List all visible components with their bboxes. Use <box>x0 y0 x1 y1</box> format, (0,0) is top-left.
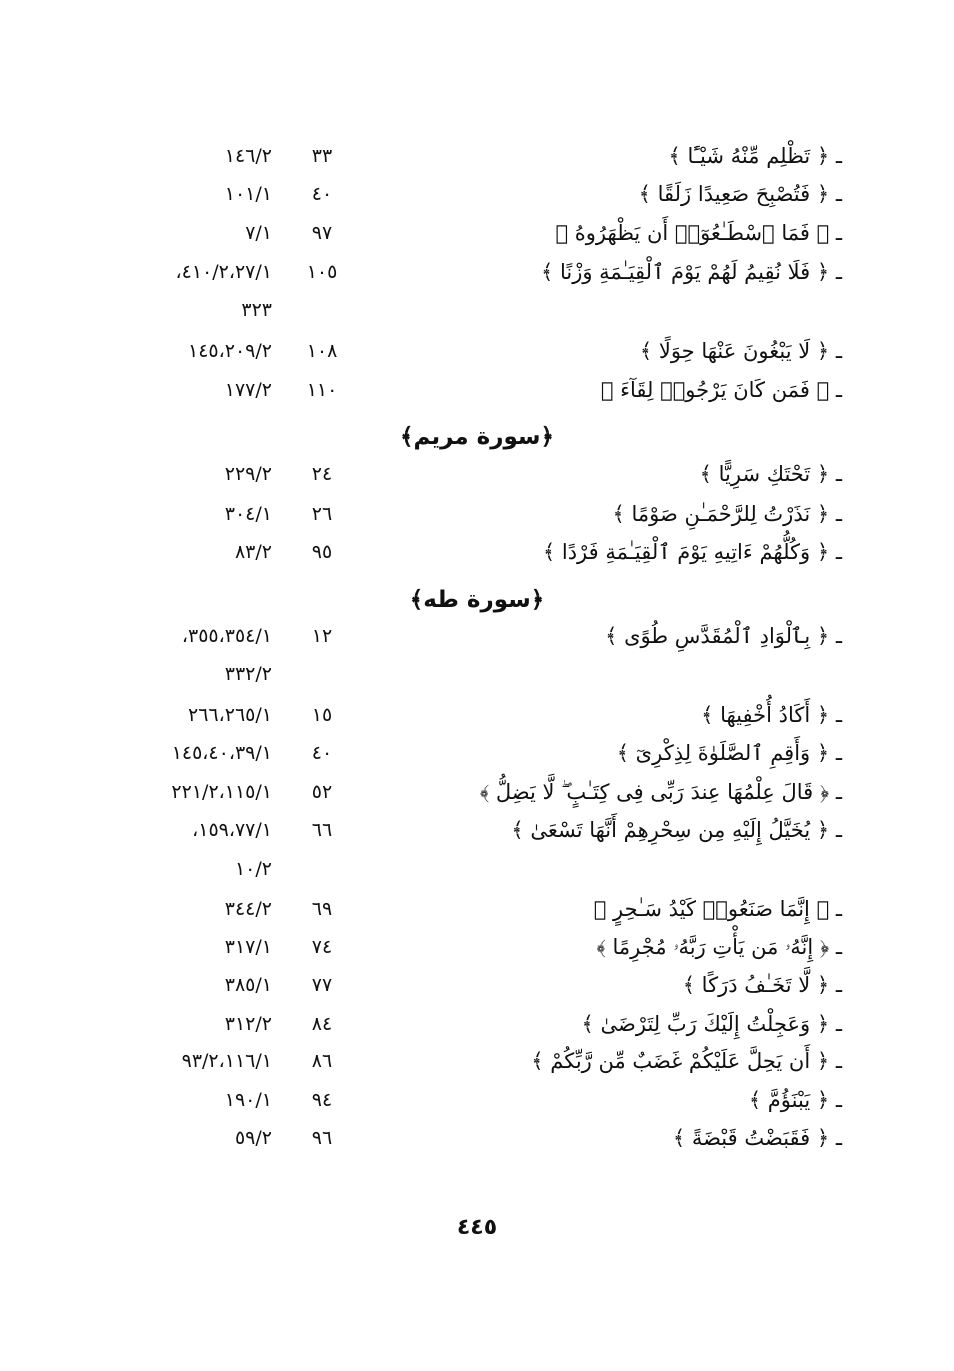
volume-page-reference: ٩٣/٢،١١٦/١ <box>181 1050 272 1072</box>
index-entry <box>0 928 954 966</box>
index-entry-continuation <box>0 291 954 329</box>
index-entry <box>0 1081 954 1119</box>
ayah-number: ٩٤ <box>311 1089 333 1111</box>
volume-page-reference: ٢٢١/٢،١١٥/١ <box>171 781 272 803</box>
volume-page-reference: ٣٨٥/١ <box>224 974 272 996</box>
volume-page-reference-continued: ٣٣٢/٢ <box>224 663 272 685</box>
index-entry <box>0 533 954 571</box>
index-entry <box>0 175 954 213</box>
ayah-number: ٤٠ <box>311 183 333 205</box>
volume-page-reference: ٣١٧/١ <box>224 936 272 958</box>
verse-text: ـ ﴿ لَّا تَخَـٰفُ دَرَكًا ﴾ <box>682 973 842 997</box>
volume-page-reference: ٢٢٩/٢ <box>224 463 272 485</box>
verse-text: ـ ﴿ لَا يَبْغُونَ عَنْهَا حِوَلًا ﴾ <box>639 339 842 363</box>
index-entry <box>0 773 954 811</box>
verse-text: ـ ﴿ إِنَّهُۥ مَن يَأْتِ رَبَّهُۥ مُجْرِمًا ﴾ <box>596 935 842 959</box>
verse-text: ـ ﴿ أَكَادُ أُخْفِيهَا ﴾ <box>701 703 842 727</box>
index-entry <box>0 371 954 409</box>
ayah-number: ٨٤ <box>311 1013 333 1035</box>
volume-page-reference: ٣٠٤/١ <box>224 503 272 525</box>
index-entry <box>0 890 954 928</box>
index-entry <box>0 137 954 175</box>
verse-text: ـ ﴿ فَلَا نُقِيمُ لَهُمْ يَوْمَ ٱلْقِيَـٰمَةِ وَزْنًا ﴾ <box>540 260 842 284</box>
ayah-number: ١٠٨ <box>306 340 338 362</box>
ayah-number: ١٢ <box>311 625 333 647</box>
index-entry <box>0 1005 954 1043</box>
ayah-number: ٢٦ <box>311 503 333 525</box>
index-entry <box>0 966 954 1004</box>
verse-text: ـ ﴿ بِٱلْوَادِ ٱلْمُقَدَّسِ طُوًى ﴾ <box>605 624 842 648</box>
volume-page-reference: ٣٤٤/٢ <box>224 898 272 920</box>
index-entry <box>0 734 954 772</box>
ayah-number: ٩٧ <box>311 222 333 244</box>
index-entry-continuation <box>0 655 954 693</box>
volume-page-reference-continued: ٣٢٣ <box>241 299 272 321</box>
volume-page-reference: ٣٥٥،٣٥٤/١، <box>181 625 272 647</box>
volume-page-reference: ١٩٠/١ <box>224 1089 272 1111</box>
ayah-number: ٦٩ <box>311 898 333 920</box>
volume-page-reference: ١٠١/١ <box>224 183 272 205</box>
surah-heading: ﴿سورة طه﴾ <box>409 587 545 613</box>
volume-page-reference: ٥٩/٢ <box>234 1127 272 1149</box>
ayah-number: ٣٣ <box>311 145 333 167</box>
ayah-number: ٩٦ <box>311 1127 333 1149</box>
index-entry <box>0 214 954 252</box>
index-entry-continuation <box>0 850 954 888</box>
verse-text: ـ ﴿ نَذَرْتُ لِلرَّحْمَـٰنِ صَوْمًا ﴾ <box>612 502 842 526</box>
verse-text: ـ ﴿ وَعَجِلْتُ إِلَيْكَ رَبِّ لِتَرْضَىٰ ﴾ <box>581 1012 842 1036</box>
volume-page-reference: ٣١٢/٢ <box>224 1013 272 1035</box>
index-entry <box>0 1042 954 1080</box>
verse-text: ـ ﴿ تَظْلِم مِّنْهُ شَيْـًٔا ﴾ <box>668 144 842 168</box>
ayah-number: ٩٥ <box>311 541 333 563</box>
ayah-number: ١٠٥ <box>306 261 338 283</box>
volume-page-reference-continued: ١٠/٢ <box>234 858 272 880</box>
volume-page-reference: ١٤٥،٤٠،٣٩/١ <box>171 742 272 764</box>
surah-heading: ﴿سورة مريم﴾ <box>399 424 555 450</box>
volume-page-reference: ١٤٦/٢ <box>224 145 272 167</box>
index-entry <box>0 617 954 655</box>
ayah-number: ١٥ <box>311 704 333 726</box>
ayah-number: ٨٦ <box>311 1050 333 1072</box>
ayah-number: ٤٠ <box>311 742 333 764</box>
index-entry <box>0 455 954 493</box>
ayah-number: ٦٦ <box>311 819 333 841</box>
ayah-number: ٧٧ <box>311 974 333 996</box>
page-number: ٤٤٥ <box>456 1215 498 1240</box>
verse-text: ـ ﴿ فَمَا ٱسْطَـٰعُوٓا۟ أَن يَظْهَرُوهُ ﴾ <box>555 221 842 245</box>
verse-text: ـ ﴿ وَأَقِمِ ٱلصَّلَوٰةَ لِذِكْرِىٓ ﴾ <box>616 741 842 765</box>
verse-text: ـ ﴿ إِنَّمَا صَنَعُوا۟ كَيْدُ سَـٰحِرٍ ﴾ <box>593 897 842 921</box>
index-entry <box>0 811 954 849</box>
verse-text: ـ ﴿ يُخَيَّلُ إِلَيْهِ مِن سِحْرِهِمْ أَنَّهَا تَسْعَىٰ ﴾ <box>511 818 842 842</box>
volume-page-reference: ١٧٧/٢ <box>224 379 272 401</box>
verse-text: ـ ﴿ وَكُلُّهُمْ ءَاتِيهِ يَوْمَ ٱلْقِيَـٰمَةِ فَرْدًا ﴾ <box>542 540 842 564</box>
ayah-number: ٧٤ <box>311 936 333 958</box>
verse-text: ـ ﴿ قَالَ عِلْمُهَا عِندَ رَبِّى فِى كِتَـٰبٍ ۖ لَّا يَضِلُّ ﴾ <box>479 780 842 804</box>
volume-page-reference: ٨٣/٢ <box>234 541 272 563</box>
verse-text: ـ ﴿ يَبْنَؤُمَّ ﴾ <box>748 1088 842 1112</box>
volume-page-reference: ١٤٥،٢٠٩/٢ <box>188 340 272 362</box>
ayah-number: ١١٠ <box>306 379 338 401</box>
volume-page-reference: ٧/١ <box>245 222 272 244</box>
index-entry <box>0 495 954 533</box>
index-entry <box>0 1119 954 1157</box>
ayah-number: ٢٤ <box>311 463 333 485</box>
ayah-number: ٥٢ <box>311 781 333 803</box>
verse-text: ـ ﴿ أَن يَحِلَّ عَلَيْكُمْ غَضَبٌ مِّن رَّبِّكُمْ ﴾ <box>531 1049 842 1073</box>
verse-text: ـ ﴿ فَتُصْبِحَ صَعِيدًا زَلَقًا ﴾ <box>638 182 842 206</box>
verse-text: ـ ﴿ فَمَن كَانَ يَرْجُوا۟ لِقَآءَ ﴾ <box>600 378 842 402</box>
index-entry <box>0 332 954 370</box>
volume-page-reference: ١٥٩،٧٧/١، <box>192 819 272 841</box>
index-entry <box>0 253 954 291</box>
volume-page-reference: ٤١٠/٢،٢٧/١، <box>175 261 272 283</box>
volume-page-reference: ٢٦٦،٢٦٥/١ <box>188 704 272 726</box>
index-entry <box>0 696 954 734</box>
verse-text: ـ ﴿ فَقَبَضْتُ قَبْضَةً ﴾ <box>672 1126 842 1150</box>
verse-text: ـ ﴿ تَحْتَكِ سَرِيًّا ﴾ <box>699 462 842 486</box>
